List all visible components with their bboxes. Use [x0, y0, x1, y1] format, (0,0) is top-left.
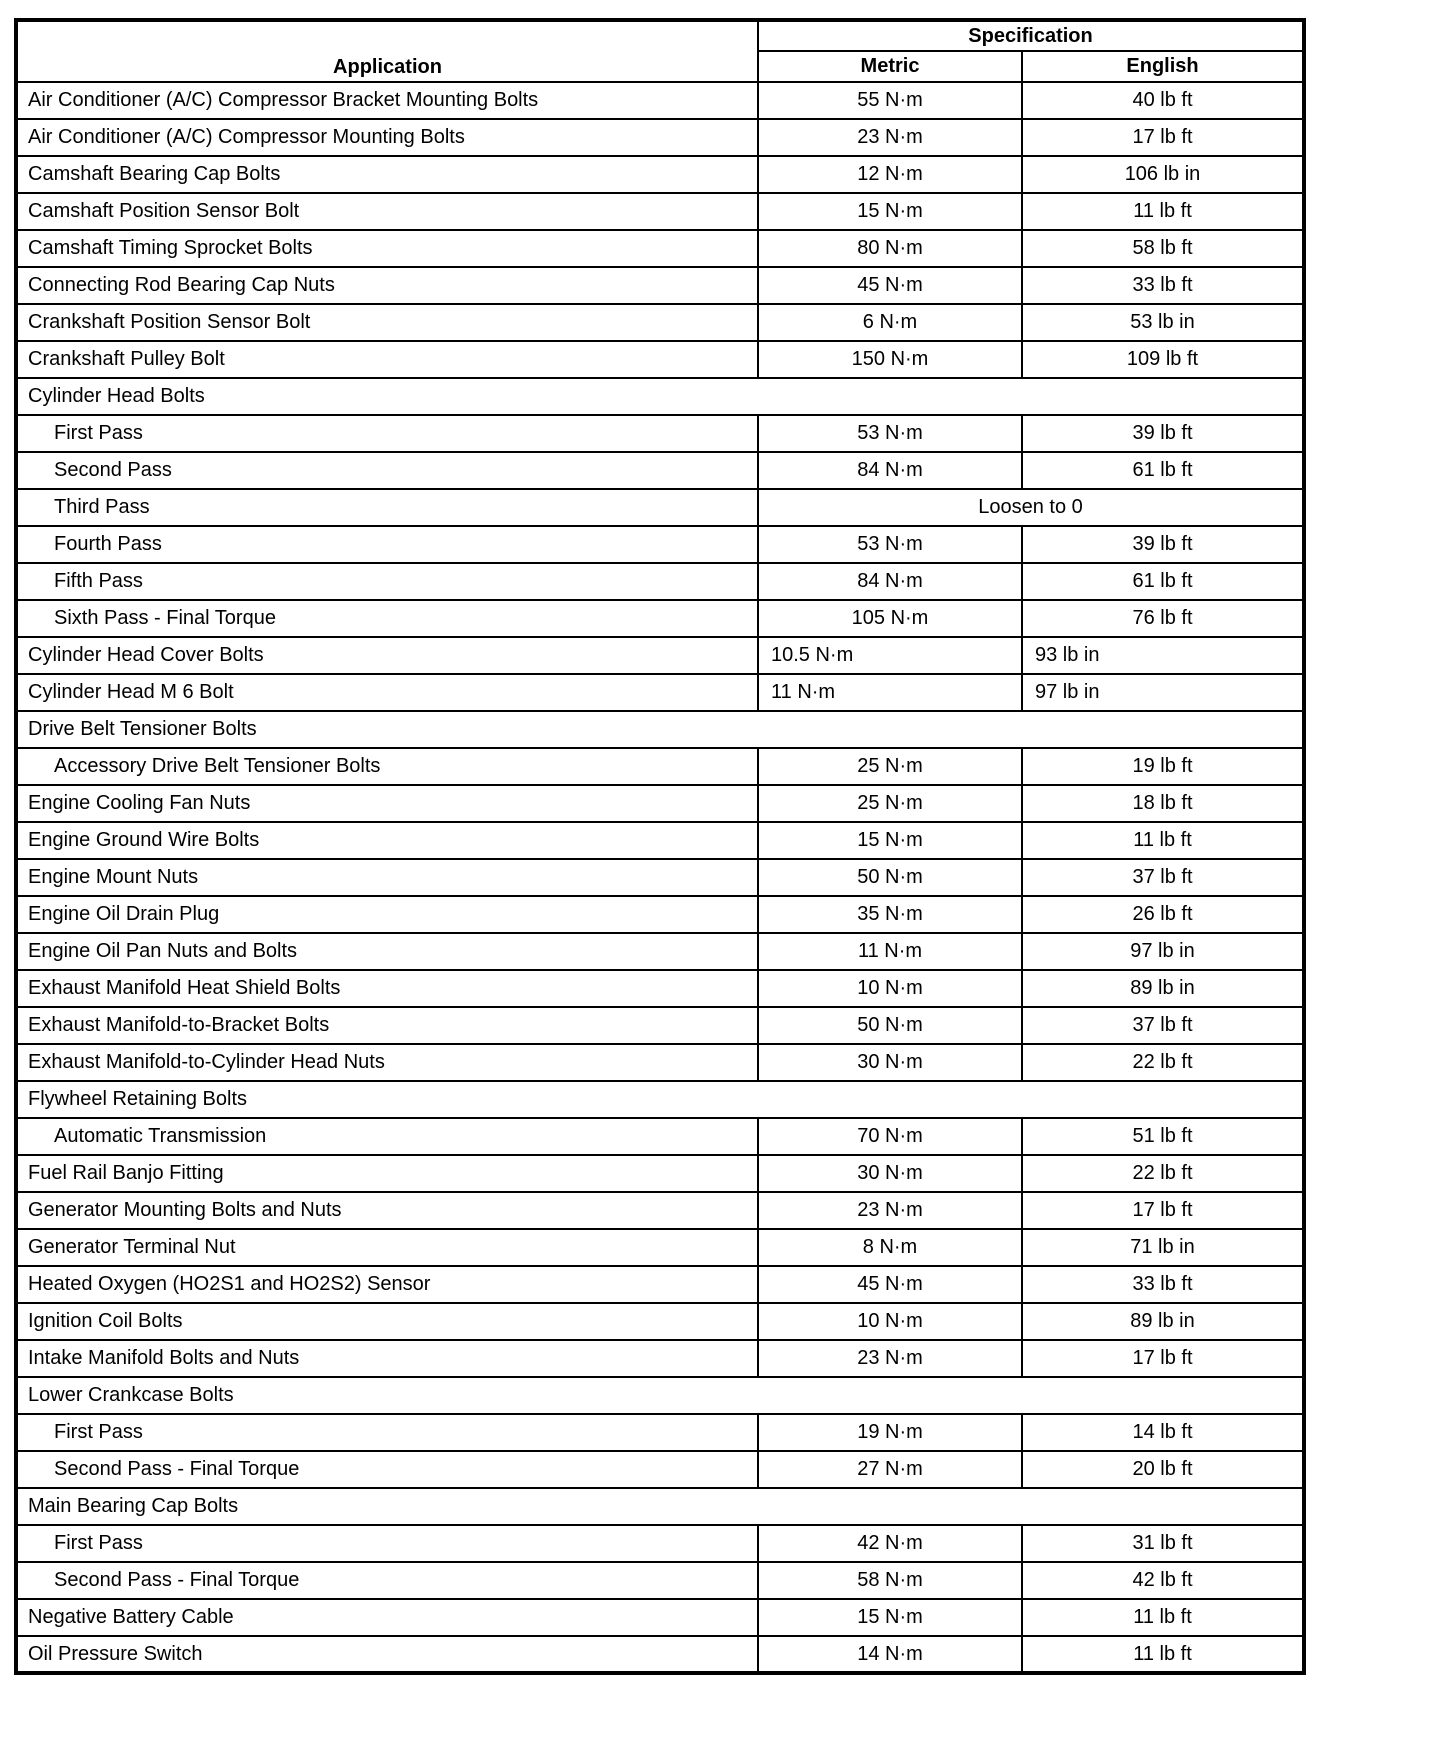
english-value-cell: 11 lb ft: [1022, 193, 1304, 230]
spec-row: [16, 1562, 1304, 1599]
spec-row: [16, 1118, 1304, 1155]
metric-value-cell: 84 N·m: [758, 563, 1022, 600]
english-value-cell: 40 lb ft: [1022, 82, 1304, 119]
english-value-cell: 42 lb ft: [1022, 1562, 1304, 1599]
spec-row: [16, 933, 1304, 970]
spec-row: [16, 452, 1304, 489]
spec-row: [16, 1451, 1304, 1488]
english-value-cell: 26 lb ft: [1022, 896, 1304, 933]
application-cell: Camshaft Bearing Cap Bolts: [16, 156, 758, 193]
metric-value-cell: 11 N·m: [758, 674, 1022, 711]
application-cell: Connecting Rod Bearing Cap Nuts: [16, 267, 758, 304]
metric-value-cell: 80 N·m: [758, 230, 1022, 267]
english-value-cell: 19 lb ft: [1022, 748, 1304, 785]
spec-row: [16, 1044, 1304, 1081]
spec-row: [16, 748, 1304, 785]
spec-row: [16, 304, 1304, 341]
spec-row: [16, 341, 1304, 378]
english-value-cell: 14 lb ft: [1022, 1414, 1304, 1451]
metric-value-cell: 45 N·m: [758, 1266, 1022, 1303]
section-label: Lower Crankcase Bolts: [16, 1377, 1304, 1414]
spec-row: [16, 82, 1304, 119]
spec-row: [16, 1007, 1304, 1044]
section-row: [16, 1488, 1304, 1525]
application-cell: First Pass: [16, 415, 758, 452]
section-row: [16, 1377, 1304, 1414]
application-cell: Generator Terminal Nut: [16, 1229, 758, 1266]
metric-value-cell: 25 N·m: [758, 748, 1022, 785]
spec-row: [16, 193, 1304, 230]
metric-value-cell: 23 N·m: [758, 1192, 1022, 1229]
section-label: Main Bearing Cap Bolts: [16, 1488, 1304, 1525]
spec-row: [16, 563, 1304, 600]
spec-row: [16, 489, 1304, 526]
application-cell: Crankshaft Pulley Bolt: [16, 341, 758, 378]
spec-row: [16, 785, 1304, 822]
english-value-cell: 17 lb ft: [1022, 119, 1304, 156]
english-value-cell: 22 lb ft: [1022, 1044, 1304, 1081]
spec-row: [16, 674, 1304, 711]
metric-value-cell: 25 N·m: [758, 785, 1022, 822]
english-value-cell: 11 lb ft: [1022, 822, 1304, 859]
application-cell: Second Pass - Final Torque: [16, 1451, 758, 1488]
spec-row: [16, 1155, 1304, 1192]
english-value-cell: 31 lb ft: [1022, 1525, 1304, 1562]
section-label: Drive Belt Tensioner Bolts: [16, 711, 1304, 748]
spec-row: [16, 859, 1304, 896]
spec-row: [16, 1525, 1304, 1562]
english-value-cell: 11 lb ft: [1022, 1636, 1304, 1673]
metric-value-cell: 35 N·m: [758, 896, 1022, 933]
application-cell: Fifth Pass: [16, 563, 758, 600]
english-value-cell: 76 lb ft: [1022, 600, 1304, 637]
application-cell: First Pass: [16, 1525, 758, 1562]
metric-value-cell: 11 N·m: [758, 933, 1022, 970]
english-value-cell: 97 lb in: [1022, 933, 1304, 970]
section-row: [16, 378, 1304, 415]
application-cell: Second Pass: [16, 452, 758, 489]
application-cell: Accessory Drive Belt Tensioner Bolts: [16, 748, 758, 785]
metric-value-cell: 84 N·m: [758, 452, 1022, 489]
metric-value-cell: 150 N·m: [758, 341, 1022, 378]
english-value-cell: 93 lb in: [1022, 637, 1304, 674]
metric-value-cell: 14 N·m: [758, 1636, 1022, 1673]
spec-row: [16, 822, 1304, 859]
metric-value-cell: 53 N·m: [758, 526, 1022, 563]
section-label: Flywheel Retaining Bolts: [16, 1081, 1304, 1118]
application-cell: Intake Manifold Bolts and Nuts: [16, 1340, 758, 1377]
metric-value-cell: 50 N·m: [758, 859, 1022, 896]
metric-value-cell: 19 N·m: [758, 1414, 1022, 1451]
application-cell: Engine Mount Nuts: [16, 859, 758, 896]
english-value-cell: 53 lb in: [1022, 304, 1304, 341]
application-cell: Fourth Pass: [16, 526, 758, 563]
spec-row: [16, 526, 1304, 563]
application-cell: Fuel Rail Banjo Fitting: [16, 1155, 758, 1192]
metric-value-cell: 42 N·m: [758, 1525, 1022, 1562]
english-value-cell: 58 lb ft: [1022, 230, 1304, 267]
spec-row: [16, 637, 1304, 674]
application-cell: Engine Oil Drain Plug: [16, 896, 758, 933]
spec-row: [16, 156, 1304, 193]
spec-row: [16, 415, 1304, 452]
english-value-cell: 51 lb ft: [1022, 1118, 1304, 1155]
spec-table-body: [16, 82, 1304, 1673]
metric-value-cell: 15 N·m: [758, 822, 1022, 859]
metric-value-cell: 15 N·m: [758, 1599, 1022, 1636]
application-cell: Exhaust Manifold-to-Bracket Bolts: [16, 1007, 758, 1044]
application-cell: Cylinder Head Cover Bolts: [16, 637, 758, 674]
application-cell: Oil Pressure Switch: [16, 1636, 758, 1673]
spec-row: [16, 1636, 1304, 1673]
application-cell: Third Pass: [16, 489, 758, 526]
english-value-cell: 11 lb ft: [1022, 1599, 1304, 1636]
header-row-specification: [16, 20, 1304, 51]
metric-value-cell: 30 N·m: [758, 1044, 1022, 1081]
spec-row: [16, 1303, 1304, 1340]
application-cell: Heated Oxygen (HO2S1 and HO2S2) Sensor: [16, 1266, 758, 1303]
section-row: [16, 711, 1304, 748]
spec-row: [16, 600, 1304, 637]
english-value-cell: 109 lb ft: [1022, 341, 1304, 378]
english-value-cell: 106 lb in: [1022, 156, 1304, 193]
application-cell: Engine Cooling Fan Nuts: [16, 785, 758, 822]
metric-value-cell: 6 N·m: [758, 304, 1022, 341]
metric-value-cell: 8 N·m: [758, 1229, 1022, 1266]
application-cell: Engine Oil Pan Nuts and Bolts: [16, 933, 758, 970]
table-header: [16, 20, 1304, 82]
metric-value-cell: 12 N·m: [758, 156, 1022, 193]
metric-value-cell: 45 N·m: [758, 267, 1022, 304]
metric-value-cell: 55 N·m: [758, 82, 1022, 119]
english-value-cell: 37 lb ft: [1022, 1007, 1304, 1044]
spec-row: [16, 1599, 1304, 1636]
application-cell: Engine Ground Wire Bolts: [16, 822, 758, 859]
spec-row: [16, 970, 1304, 1007]
application-cell: Second Pass - Final Torque: [16, 1562, 758, 1599]
application-cell: Crankshaft Position Sensor Bolt: [16, 304, 758, 341]
spec-row: [16, 1340, 1304, 1377]
spec-row: [16, 230, 1304, 267]
specification-column-header: Specification: [758, 20, 1304, 51]
spec-row: [16, 1229, 1304, 1266]
metric-value-cell: 23 N·m: [758, 1340, 1022, 1377]
english-value-cell: 20 lb ft: [1022, 1451, 1304, 1488]
spec-row: [16, 896, 1304, 933]
application-cell: Exhaust Manifold Heat Shield Bolts: [16, 970, 758, 1007]
application-cell: Camshaft Timing Sprocket Bolts: [16, 230, 758, 267]
english-value-cell: 18 lb ft: [1022, 785, 1304, 822]
english-value-cell: 39 lb ft: [1022, 415, 1304, 452]
english-value-cell: 61 lb ft: [1022, 452, 1304, 489]
metric-value-cell: 30 N·m: [758, 1155, 1022, 1192]
english-value-cell: 71 lb in: [1022, 1229, 1304, 1266]
torque-specifications-table: [14, 18, 1306, 1675]
english-value-cell: 89 lb in: [1022, 1303, 1304, 1340]
english-value-cell: 39 lb ft: [1022, 526, 1304, 563]
metric-value-cell: 27 N·m: [758, 1451, 1022, 1488]
application-cell: Cylinder Head M 6 Bolt: [16, 674, 758, 711]
application-cell: Air Conditioner (A/C) Compressor Mounting Bolts: [16, 119, 758, 156]
combined-spec-cell: Loosen to 0: [758, 489, 1304, 526]
english-value-cell: 89 lb in: [1022, 970, 1304, 1007]
metric-value-cell: 50 N·m: [758, 1007, 1022, 1044]
application-cell: First Pass: [16, 1414, 758, 1451]
application-cell: Camshaft Position Sensor Bolt: [16, 193, 758, 230]
english-value-cell: 37 lb ft: [1022, 859, 1304, 896]
english-value-cell: 17 lb ft: [1022, 1340, 1304, 1377]
spec-row: [16, 1266, 1304, 1303]
application-cell: Ignition Coil Bolts: [16, 1303, 758, 1340]
metric-value-cell: 10 N·m: [758, 970, 1022, 1007]
metric-value-cell: 53 N·m: [758, 415, 1022, 452]
metric-value-cell: 70 N·m: [758, 1118, 1022, 1155]
metric-value-cell: 23 N·m: [758, 119, 1022, 156]
metric-value-cell: 10 N·m: [758, 1303, 1022, 1340]
english-value-cell: 61 lb ft: [1022, 563, 1304, 600]
application-cell: Negative Battery Cable: [16, 1599, 758, 1636]
english-value-cell: 97 lb in: [1022, 674, 1304, 711]
english-value-cell: 33 lb ft: [1022, 1266, 1304, 1303]
metric-value-cell: 10.5 N·m: [758, 637, 1022, 674]
metric-value-cell: 58 N·m: [758, 1562, 1022, 1599]
application-cell: Sixth Pass - Final Torque: [16, 600, 758, 637]
application-cell: Automatic Transmission: [16, 1118, 758, 1155]
section-label: Cylinder Head Bolts: [16, 378, 1304, 415]
english-column-header: English: [1022, 51, 1304, 82]
english-value-cell: 33 lb ft: [1022, 267, 1304, 304]
metric-column-header: Metric: [758, 51, 1022, 82]
english-value-cell: 22 lb ft: [1022, 1155, 1304, 1192]
english-value-cell: 17 lb ft: [1022, 1192, 1304, 1229]
metric-value-cell: 15 N·m: [758, 193, 1022, 230]
spec-row: [16, 1192, 1304, 1229]
application-cell: Generator Mounting Bolts and Nuts: [16, 1192, 758, 1229]
metric-value-cell: 105 N·m: [758, 600, 1022, 637]
application-cell: Exhaust Manifold-to-Cylinder Head Nuts: [16, 1044, 758, 1081]
section-row: [16, 1081, 1304, 1118]
application-cell: Air Conditioner (A/C) Compressor Bracket Mounting Bolts: [16, 82, 758, 119]
spec-row: [16, 1414, 1304, 1451]
application-column-header: Application: [16, 20, 758, 82]
spec-row: [16, 119, 1304, 156]
spec-row: [16, 267, 1304, 304]
